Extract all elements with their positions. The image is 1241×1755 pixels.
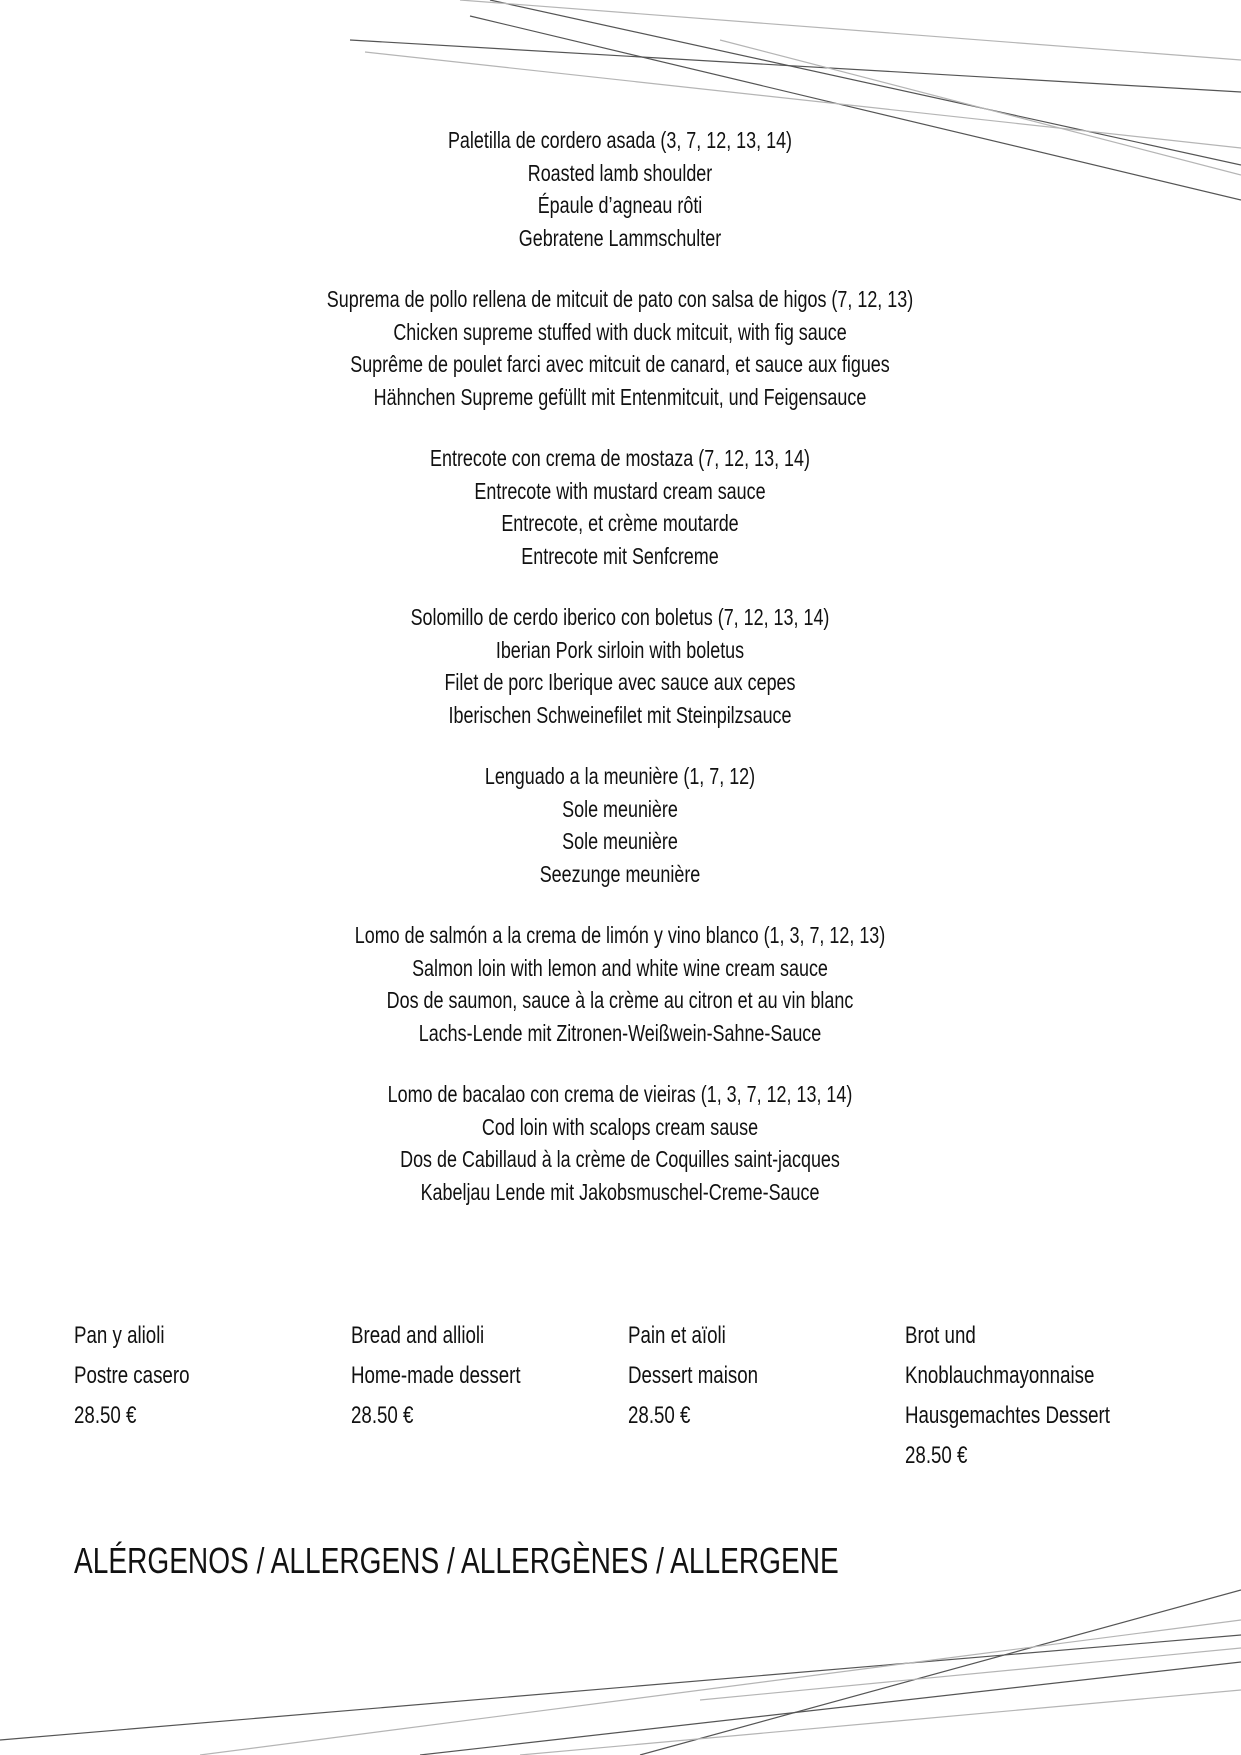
dish-translation: Chicken supreme stuffed with duck mitcuit, with fig sauce [393,318,847,345]
footer-line: 28.50 € [905,1442,968,1469]
dish-translation: Dos de saumon, sauce à la crème au citron et au vin blanc [386,987,854,1013]
dish-list [200,124,1040,1237]
footer-line: Brot und [905,1322,976,1349]
dish-name-es: Lenguado a la meunière (1, 7, 12) [484,763,756,789]
footer-line: 28.50 € [351,1402,414,1429]
dish-translation: Dos de Cabillaud à la crème de Coquilles saint-jacques [400,1146,840,1172]
dish-translation: Entrecote with mustard cream sauce [474,477,766,504]
dish-name-es: Solomillo de cerdo iberico con boletus (7, 12, 13, 14) [410,604,830,630]
dish-translation: Hähnchen Supreme gefüllt mit Entenmitcuit, und Feigensauce [373,383,867,410]
footer-line: Pan y alioli [74,1322,165,1349]
footer-column [628,1316,905,1476]
footer-line: 28.50 € [628,1402,691,1429]
footer-line: Hausgemachtes Dessert [905,1402,1110,1429]
footer-line: Home-made dessert [351,1362,521,1389]
footer-line: Knoblauchmayonnaise [905,1362,1095,1389]
dish-translation: Iberischen Schweinefilet mit Steinpilzsauce [448,701,792,728]
dish-translation: Roasted lamb shoulder [527,159,713,186]
dish-translation: Sole meunière [562,795,678,822]
dish-item [200,1078,1040,1208]
dish-translation: Cod loin with scalops cream sause [481,1113,759,1140]
footer-column [905,1316,1182,1476]
menu-footer [74,1316,1184,1476]
dish-translation: Entrecote mit Senfcreme [521,542,719,569]
dish-item [200,283,1040,413]
dish-name-es: Lomo de bacalao con crema de vieiras (1, 3, 7, 12, 13, 14) [387,1081,853,1107]
dish-translation: Seezunge meunière [539,860,701,887]
dish-translation: Salmon loin with lemon and white wine cream sauce [412,954,828,981]
dish-translation: Entrecote, et crème moutarde [501,510,739,536]
dish-name-es: Suprema de pollo rellena de mitcuit de pato con salsa de higos (7, 12, 13) [326,286,914,312]
dish-name-es: Paletilla de cordero asada (3, 7, 12, 13, 14) [447,127,793,153]
dish-item [200,124,1040,254]
footer-column [351,1316,628,1476]
footer-line: Bread and allioli [351,1322,485,1349]
allergens-title: ALÉRGENOS / ALLERGENS / ALLERGÈNES / ALLERGENE [74,1540,839,1581]
dish-name-es: Entrecote con crema de mostaza (7, 12, 13, 14) [430,445,810,471]
dish-translation: Sole meunière [562,828,678,854]
dish-item [200,919,1040,1049]
dish-translation: Iberian Pork sirloin with boletus [495,636,745,663]
dish-translation: Suprême de poulet farci avec mitcuit de canard, et sauce aux figues [350,351,890,377]
footer-line: Pain et aïoli [628,1322,726,1349]
dish-translation: Lachs-Lende mit Zitronen-Weißwein-Sahne-Sauce [418,1019,822,1046]
footer-column [74,1316,351,1476]
dish-item [200,442,1040,572]
dish-translation: Épaule d’agneau rôti [537,192,703,218]
dish-name-es: Lomo de salmón a la crema de limón y vino blanco (1, 3, 7, 12, 13) [354,922,886,948]
dish-translation: Kabeljau Lende mit Jakobsmuschel-Creme-Sauce [420,1178,820,1205]
dish-item [200,760,1040,890]
footer-line: Postre casero [74,1362,190,1389]
footer-line: Dessert maison [628,1362,759,1389]
dish-translation: Filet de porc Iberique avec sauce aux cepes [444,669,796,695]
dish-item [200,601,1040,731]
dish-translation: Gebratene Lammschulter [518,224,722,251]
footer-line: 28.50 € [74,1402,137,1429]
